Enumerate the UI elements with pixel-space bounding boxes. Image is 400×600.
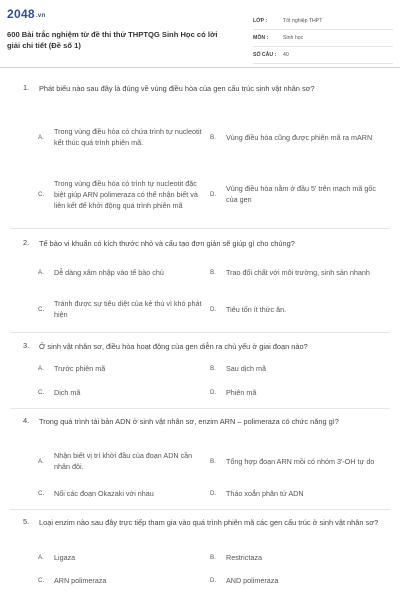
option-letter: A.: [38, 268, 44, 276]
answer-option-a[interactable]: [38, 258, 208, 286]
option-letter: A.: [38, 133, 44, 141]
meta-key: MÔN :: [253, 35, 269, 41]
option-text: Tháo xoắn phân tử ADN: [226, 488, 304, 498]
option-text: Phiên mã: [226, 387, 257, 397]
answer-option-d[interactable]: [210, 385, 380, 399]
meta-row-subject: [253, 30, 393, 47]
question-number: 4.: [23, 416, 30, 425]
option-letter: B.: [210, 268, 216, 276]
meta-row-count: [253, 47, 393, 64]
option-text: Dễ dàng xâm nhập vào tế bào chủ: [54, 267, 164, 277]
question-number: 5.: [23, 517, 30, 526]
option-text: Trước phiên mã: [54, 363, 106, 373]
option-text: Restrictaza: [226, 552, 262, 562]
answer-option-c[interactable]: [38, 486, 208, 500]
option-text: Tránh được sự tiêu diệt của kẻ thù vì khó phát hiện: [54, 299, 202, 319]
option-text: Vùng điều hòa nằm ở đầu 5' trên mạch mã gốc của gen: [226, 184, 376, 204]
header-divider: [0, 67, 400, 68]
option-letter: D.: [210, 305, 217, 313]
option-letter: C.: [38, 388, 45, 396]
option-text: Dịch mã: [54, 387, 81, 397]
option-letter: A.: [38, 553, 44, 561]
option-text: Ligaza: [54, 552, 76, 562]
question-divider: [10, 509, 390, 510]
document-title: 600 Bài trắc nghiệm từ đề thi thử THPTQG Sinh Học có lời giải chi tiết (Đề số 1): [7, 30, 218, 50]
option-text: Sau dịch mã: [226, 363, 266, 373]
option-text: Trong vùng điều hòa có chứa trình tự nucleotit kết thúc quá trình phiên mã.: [54, 127, 202, 147]
question-divider: [10, 228, 390, 229]
meta-row-class: [253, 13, 393, 30]
option-text: Tổng hợp đoạn ARN mồi có nhóm 3'-OH tự do: [226, 456, 375, 466]
question-number: 2.: [23, 238, 30, 247]
option-text: Tiêu tốn ít thức ăn.: [226, 304, 287, 314]
option-letter: D.: [210, 576, 217, 584]
option-letter: C.: [38, 190, 45, 198]
logo-text: 2048: [7, 7, 35, 21]
answer-option-a[interactable]: [38, 550, 208, 564]
page-header: [0, 0, 400, 64]
meta-key: SỐ CÂU :: [253, 52, 277, 58]
option-letter: A.: [38, 364, 44, 372]
option-text: Vùng điều hòa cũng được phiên mã ra mARN: [226, 132, 373, 142]
answer-option-a[interactable]: [38, 115, 208, 159]
question-divider: [10, 332, 390, 333]
logo-suffix: .vn: [35, 13, 46, 19]
answer-option-b[interactable]: [210, 361, 380, 375]
question-text: Tế bào vi khuẩn có kích thước nhỏ và cấu tạo đơn giản sẽ giúp gì cho chúng?: [39, 239, 295, 248]
option-text: Trong vùng điều hòa có trình tự nucleotit đặc biệt giúp ARN polimeraza có thể nhận biết và liên kết để khởi động quá trình phiên mã: [54, 178, 198, 210]
option-text: Nối các đoạn Okazaki với nhau: [54, 488, 154, 498]
question-text: Trong quá trình tái bản ADN ở sinh vật nhân sơ, enzim ARN – polimeraza có chức năng gì?: [39, 417, 339, 426]
option-text: ARN polimeraza: [54, 575, 107, 585]
answer-option-b[interactable]: [210, 550, 380, 564]
question-text: Phát biểu nào sau đây là đúng về vùng điều hòa của gen cấu trúc sinh vật nhân sơ?: [39, 84, 315, 93]
question-number: 3.: [23, 341, 30, 350]
answer-option-d[interactable]: [210, 486, 380, 500]
meta-table: [253, 13, 393, 64]
answer-option-b[interactable]: [210, 447, 380, 475]
option-letter: B.: [210, 457, 216, 465]
option-letter: C.: [38, 305, 45, 313]
answer-option-c[interactable]: [38, 294, 208, 324]
option-text: AND polimeraza: [226, 575, 279, 585]
answer-option-c[interactable]: [38, 385, 208, 399]
answer-option-a[interactable]: [38, 361, 208, 375]
question-number: 1.: [23, 83, 30, 92]
answer-option-a[interactable]: [38, 447, 208, 475]
question-text: Ở sinh vật nhân sơ, điều hòa hoạt động của gen diễn ra chủ yếu ở giai đoạn nào?: [39, 342, 308, 351]
option-letter: C.: [38, 576, 45, 584]
question-text: Loại enzim nào sau đây trực tiếp tham gia vào quá trình phiên mã các gen cấu trúc ở sinh vật nhân sơ?: [39, 518, 379, 527]
option-text: Nhận biết vị trí khởi đầu của đoạn ADN cần nhân đôi.: [54, 451, 193, 471]
meta-value: 40: [283, 52, 289, 58]
question-divider: [10, 408, 390, 409]
answer-option-d[interactable]: [210, 294, 380, 324]
answer-option-d[interactable]: [210, 166, 380, 222]
site-logo[interactable]: [7, 7, 45, 21]
answer-option-d[interactable]: [210, 573, 380, 587]
option-letter: B.: [210, 133, 216, 141]
meta-key: LỚP :: [253, 18, 268, 24]
option-letter: D.: [210, 190, 217, 198]
option-letter: A.: [38, 457, 44, 465]
answer-option-c[interactable]: [38, 573, 208, 587]
option-letter: C.: [38, 489, 45, 497]
meta-value: Tốt nghiệp THPT: [283, 18, 323, 24]
option-text: Trao đổi chất với môi trường, sinh sản nhanh: [226, 267, 370, 277]
option-letter: D.: [210, 388, 217, 396]
answer-option-b[interactable]: [210, 115, 380, 159]
answer-option-b[interactable]: [210, 258, 380, 286]
meta-value: Sinh học: [283, 35, 304, 41]
option-letter: D.: [210, 489, 217, 497]
option-letter: B.: [210, 364, 216, 372]
answer-option-c[interactable]: [38, 166, 208, 222]
option-letter: B.: [210, 553, 216, 561]
